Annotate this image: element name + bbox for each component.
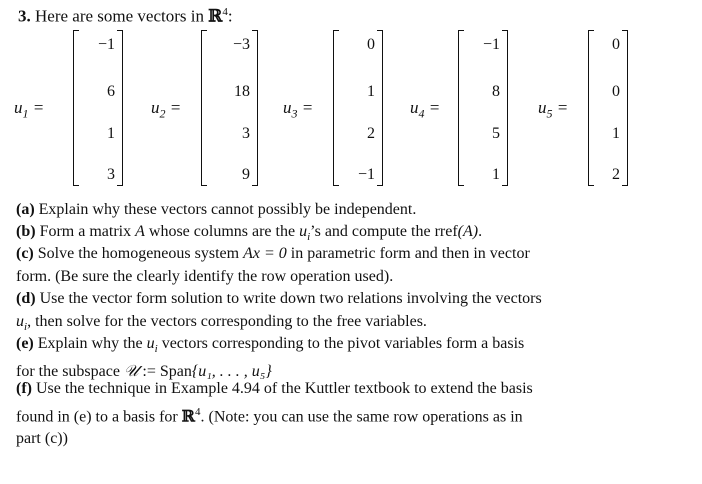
math-matrix: A <box>135 223 145 240</box>
vector-entry: 1 <box>107 125 115 142</box>
problem-number: 3. <box>18 6 31 26</box>
vector-u4 <box>458 28 508 188</box>
vector-entry: −1 <box>97 36 115 53</box>
vector-label-u2: $u_2$ = <box>151 98 182 121</box>
vector-name: u <box>151 98 160 117</box>
vector-subscript: 4 <box>418 106 425 121</box>
left-bracket <box>333 30 339 186</box>
math-exponent: 4 <box>195 405 201 418</box>
part-text: . (Note: you can use the same row operations as in <box>200 407 523 425</box>
part-text: . <box>478 223 483 240</box>
math-assign: := <box>142 362 156 380</box>
part-text: ’s and compute the <box>310 223 431 240</box>
part-text: , then solve for the vectors corresponding to the free variables. <box>27 312 427 330</box>
part-text: Form a matrix <box>39 223 132 240</box>
vector-entry: 18 <box>234 83 250 100</box>
vector-label-u5: $u_5$ = <box>538 98 569 121</box>
heading-text: Here are some vectors in <box>35 6 204 26</box>
vector-entry: 6 <box>107 83 115 100</box>
vector-u2 <box>201 28 258 188</box>
part-text: in parametric form and then in vector <box>290 245 530 262</box>
math-subspace: 𝒰 <box>123 362 139 380</box>
part-tag: (b) <box>16 223 36 240</box>
vector-name: u <box>538 98 547 117</box>
part-a <box>16 199 640 222</box>
heading-exponent: 4 <box>222 6 228 18</box>
vector-entry: 1 <box>612 125 620 142</box>
math-subscript: i <box>307 231 311 244</box>
vector-entry: 5 <box>492 125 500 142</box>
part-text: Use the vector form solution to write down two relations involving the vectors <box>39 290 542 307</box>
part-text: for the subspace <box>16 362 120 380</box>
problem-heading <box>18 6 233 27</box>
part-text: vectors corresponding to the pivot variables form a basis <box>161 335 525 352</box>
vector-entry: 1 <box>367 83 375 100</box>
vector-u5 <box>588 28 628 188</box>
math-rref: rref <box>434 223 458 240</box>
right-bracket <box>377 30 383 186</box>
math-subscript: i <box>154 343 158 356</box>
math-equation: Ax = 0 <box>243 245 287 262</box>
math-subscript: i <box>24 320 28 333</box>
part-tag: (a) <box>16 201 35 218</box>
part-tag: (d) <box>16 290 36 307</box>
heading-colon: : <box>227 6 233 26</box>
vector-subscript: 3 <box>291 106 298 121</box>
left-bracket <box>588 30 594 186</box>
vector-label-u3: $u_3$ = <box>283 98 314 121</box>
part-tag: (e) <box>16 335 34 352</box>
part-tag: (f) <box>16 380 32 397</box>
part-text: Explain why the <box>37 335 143 352</box>
right-bracket <box>252 30 258 186</box>
vector-subscript: 1 <box>22 106 29 121</box>
left-bracket <box>458 30 464 186</box>
vector-entry: −3 <box>232 36 250 53</box>
vector-name: u <box>283 98 292 117</box>
part-text: form. (Be sure the clearly identify the row operation used). <box>16 267 394 285</box>
right-bracket <box>117 30 123 186</box>
vector-name: u <box>14 98 23 117</box>
part-text: whose columns are the <box>148 223 296 240</box>
left-bracket <box>73 30 79 186</box>
vectors-row <box>0 28 702 190</box>
part-text: part (c)) <box>16 430 68 448</box>
right-bracket <box>622 30 628 186</box>
vector-entry: 3 <box>107 166 115 183</box>
vector-subscript: 5 <box>546 106 553 121</box>
heading-space: ℝ <box>208 6 223 27</box>
vector-entry: 3 <box>242 125 250 142</box>
part-text: found in (e) to a basis for <box>16 407 178 425</box>
part-tag: (c) <box>16 245 34 262</box>
vector-entry: 9 <box>242 166 250 183</box>
vector-label-u4: $u_4$ = <box>410 98 441 121</box>
vector-name: u <box>410 98 419 117</box>
vector-subscript: 2 <box>159 106 166 121</box>
math-u: u <box>299 223 308 240</box>
vector-entry: 2 <box>612 166 620 183</box>
part-c <box>16 243 640 288</box>
left-bracket <box>201 30 207 186</box>
math-arg: (A) <box>457 223 479 240</box>
part-text: Solve the homogeneous system <box>37 245 240 262</box>
vector-u3 <box>333 28 383 188</box>
vector-u1 <box>73 28 123 188</box>
vector-entry: 1 <box>492 166 500 183</box>
right-bracket <box>502 30 508 186</box>
vector-entry: 0 <box>612 83 620 100</box>
part-d <box>16 288 640 338</box>
math-u: u <box>146 335 155 352</box>
vector-entry: 8 <box>492 83 500 100</box>
vector-entry: −1 <box>357 166 375 183</box>
part-text: Explain why these vectors cannot possibly be independent. <box>38 201 417 218</box>
vector-entry: −1 <box>482 36 500 53</box>
math-set: {u₁, . . . , u₅} <box>191 362 272 380</box>
vector-label-u1: $u_1$ = <box>14 98 45 121</box>
part-f <box>16 378 640 451</box>
math-u: u <box>16 312 24 330</box>
math-span: Span <box>159 362 192 380</box>
vector-entry: 0 <box>367 36 375 53</box>
vector-entry: 2 <box>367 125 375 142</box>
vector-entry: 0 <box>612 36 620 53</box>
part-e <box>16 333 640 383</box>
part-text: Use the technique in Example 4.94 of the Kuttler textbook to extend the basis <box>35 380 533 397</box>
math-space: ℝ <box>181 405 196 425</box>
